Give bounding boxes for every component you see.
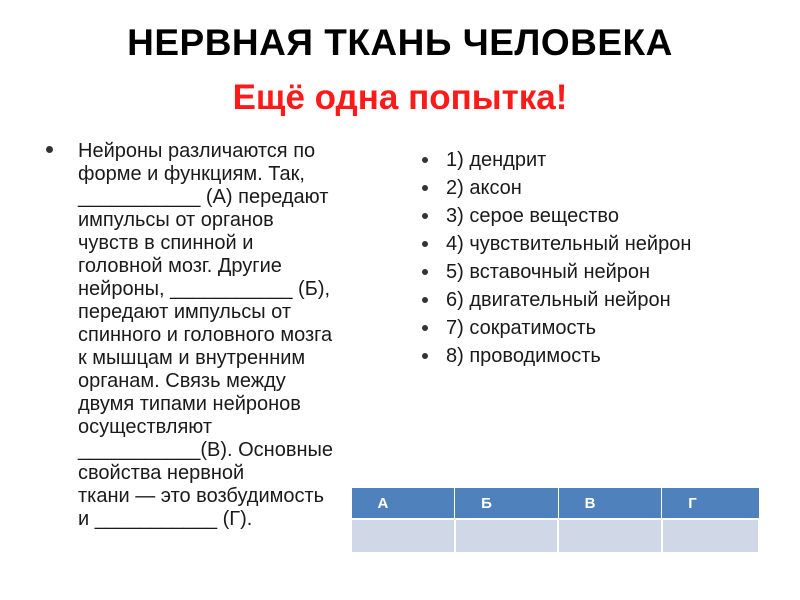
answer-header-g: Г [662, 488, 759, 520]
answer-cell-g[interactable] [662, 519, 759, 553]
answer-cell-b[interactable] [455, 519, 558, 553]
option-item [420, 174, 780, 202]
bullet-icon [46, 146, 53, 153]
bullet-icon [422, 157, 428, 163]
option-label: 4) чувствительный нейрон [446, 233, 692, 255]
option-label: 7) сократимость [446, 317, 597, 339]
option-item [420, 258, 780, 286]
answer-table-header-row [351, 488, 759, 520]
bullet-icon [422, 325, 428, 331]
option-item [420, 230, 780, 258]
option-item [420, 314, 780, 342]
bullet-icon [422, 241, 428, 247]
bullet-icon [422, 353, 428, 359]
option-label: 1) дендрит [446, 149, 547, 171]
answer-cell-a[interactable] [351, 519, 455, 553]
answer-table-row [351, 519, 759, 553]
option-label: 5) вставочный нейрон [446, 261, 651, 283]
answer-cell-v[interactable] [558, 519, 662, 553]
option-item [420, 202, 780, 230]
answer-header-v: В [558, 488, 662, 520]
bullet-icon [422, 185, 428, 191]
options-list [420, 146, 780, 370]
bullet-icon [422, 213, 428, 219]
option-item [420, 286, 780, 314]
option-label: 6) двигательный нейрон [446, 289, 671, 311]
option-label: 3) серое вещество [446, 205, 619, 227]
answer-table [350, 487, 760, 554]
slide-title: НЕРВНАЯ ТКАНЬ ЧЕЛОВЕКА [127, 22, 673, 63]
slide-subtitle: Ещё одна попытка! [232, 78, 568, 117]
option-item [420, 146, 780, 174]
bullet-icon [422, 269, 428, 275]
answer-header-b: Б [455, 488, 558, 520]
option-item [420, 342, 780, 370]
answer-header-a: А [351, 488, 455, 520]
bullet-icon [422, 297, 428, 303]
task-text: Нейроны различаются по форме и функциям. Так, ___________ (А) передают импульсы от органов чувств в спинной и головной мозг. Другие нейроны, ___________ (Б), передают импульсы от спинного и головного мозга к мышцам и внутренним органам. Связь между двумя типами нейронов осуществляют ___________(В). Основные свойства нервной ткани — это возбудимость и ___________ (Г). [78, 140, 334, 530]
option-label: 8) проводимость [446, 345, 601, 367]
option-label: 2) аксон [446, 177, 522, 199]
